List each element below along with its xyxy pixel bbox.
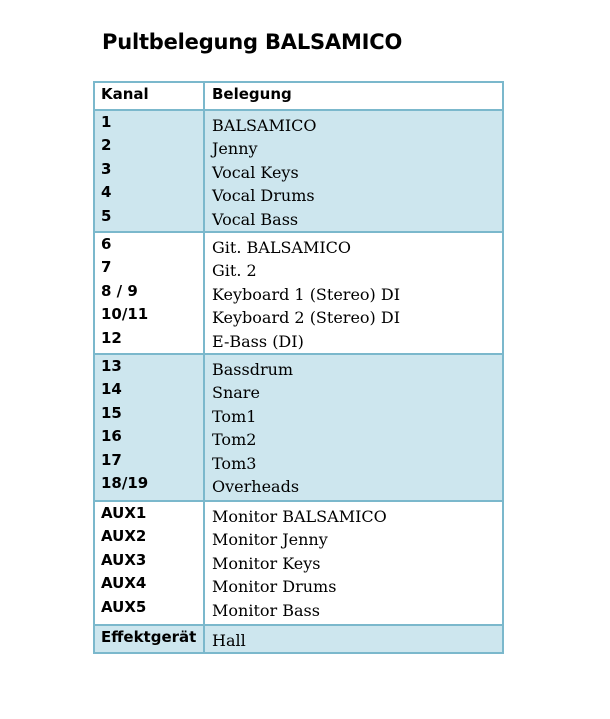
- belegung-value: Tom3: [212, 453, 257, 473]
- belegung-value: Git. BALSAMICO: [212, 238, 352, 258]
- belegung-value: Bassdrum: [212, 360, 294, 380]
- belegung-value: Monitor BALSAMICO: [212, 507, 387, 527]
- table-row-group-drums: [94, 354, 503, 501]
- belegung-value: Vocal Drums: [212, 186, 315, 206]
- kanal-cell: [94, 110, 204, 232]
- kanal-number: 12: [101, 328, 122, 347]
- kanal-cell: [94, 625, 204, 653]
- kanal-number: 16: [101, 427, 122, 446]
- belegung-value: Keyboard 1 (Stereo) DI: [212, 284, 401, 304]
- kanal-number: 3: [101, 159, 112, 178]
- kanal-number: 1: [101, 113, 112, 131]
- kanal-number: 15: [101, 403, 122, 422]
- table-row-group-effects: [94, 625, 503, 653]
- belegung-value: Jenny: [212, 139, 258, 159]
- belegung-value: Monitor Jenny: [212, 530, 328, 550]
- belegung-cell: [204, 354, 503, 501]
- kanal-number: 2: [101, 136, 112, 155]
- belegung-value: Hall: [212, 631, 246, 651]
- column-header-belegung: Belegung: [212, 85, 292, 103]
- belegung-cell: [204, 110, 503, 232]
- table-row-group-aux: [94, 501, 503, 625]
- belegung-cell: [204, 501, 503, 625]
- header-cell-belegung: [204, 82, 503, 110]
- kanal-number: 13: [101, 357, 122, 376]
- belegung-value: Keyboard 2 (Stereo) DI: [212, 308, 401, 328]
- belegung-value: Vocal Bass: [212, 209, 299, 229]
- kanal-cell: [94, 354, 204, 501]
- channel-assignment-table: [93, 81, 504, 654]
- kanal-cell: [94, 232, 204, 354]
- column-header-kanal: Kanal: [101, 85, 149, 103]
- kanal-number: 6: [101, 235, 112, 254]
- kanal-number: AUX4: [101, 574, 147, 593]
- header-cell-kanal: [94, 82, 204, 110]
- kanal-number: 4: [101, 183, 112, 202]
- belegung-value: Overheads: [212, 477, 300, 497]
- kanal-number: Effektgerät: [101, 628, 197, 647]
- kanal-number: 10/11: [101, 305, 149, 324]
- kanal-number: AUX2: [101, 527, 147, 546]
- kanal-number: 18/19: [101, 474, 149, 493]
- belegung-value: Tom2: [212, 430, 257, 450]
- belegung-value: Git. 2: [212, 261, 257, 281]
- belegung-value: Tom1: [212, 406, 257, 426]
- belegung-cell: [204, 625, 503, 653]
- kanal-number: AUX1: [101, 504, 147, 523]
- belegung-value: Monitor Bass: [212, 600, 320, 620]
- table-header-row: [94, 82, 503, 110]
- kanal-cell: [94, 501, 204, 625]
- belegung-value: Snare: [212, 383, 260, 403]
- belegung-cell: [204, 232, 503, 354]
- kanal-number: 7: [101, 258, 112, 277]
- kanal-number: AUX3: [101, 550, 147, 569]
- belegung-value: Vocal Keys: [212, 162, 299, 182]
- belegung-value: Monitor Keys: [212, 553, 321, 573]
- belegung-value: E-Bass (DI): [212, 331, 304, 351]
- kanal-number: 5: [101, 206, 112, 225]
- kanal-number: AUX5: [101, 597, 147, 616]
- kanal-number: 17: [101, 450, 122, 469]
- kanal-number: 14: [101, 380, 122, 399]
- kanal-number: 8 / 9: [101, 281, 138, 300]
- page-title: Pultbelegung BALSAMICO: [102, 30, 403, 54]
- belegung-value: BALSAMICO: [212, 116, 317, 135]
- belegung-value: Monitor Drums: [212, 577, 337, 597]
- table-row-group-instruments: [94, 232, 503, 354]
- table-row-group-vocals: [94, 110, 503, 232]
